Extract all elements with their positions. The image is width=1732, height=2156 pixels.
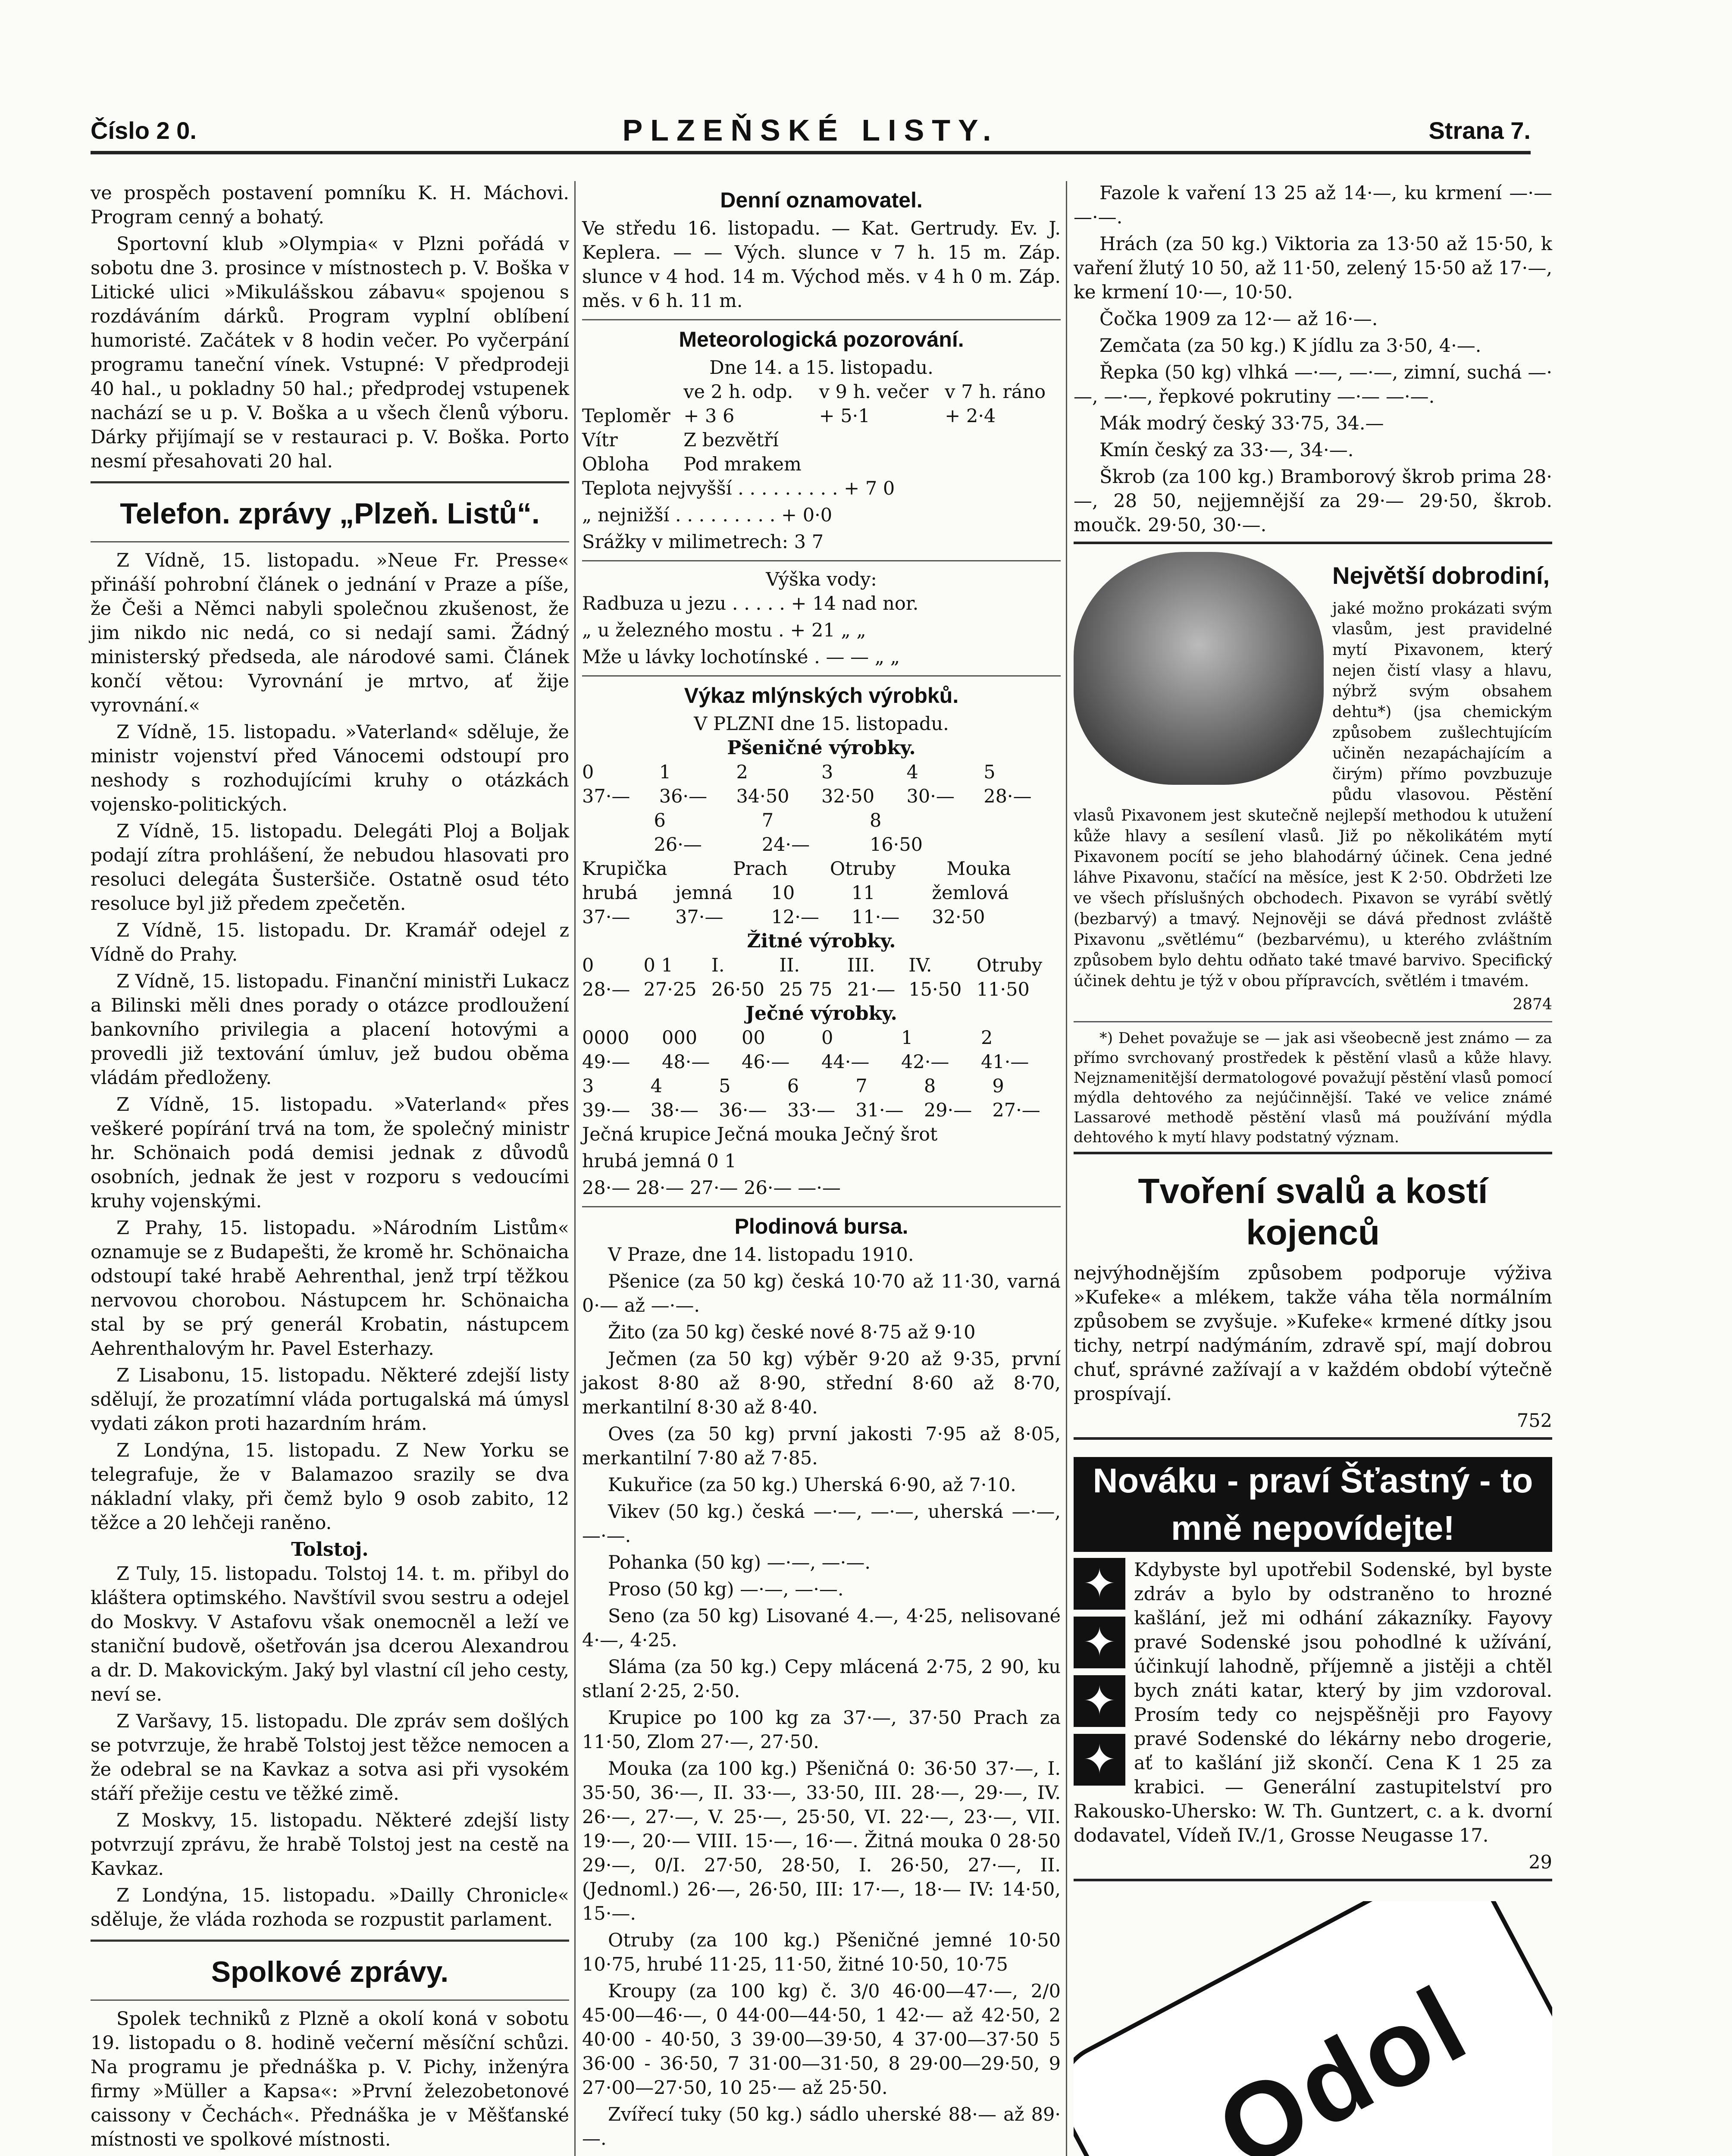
odol-bottle-illustration (1074, 1901, 1552, 2156)
wheat-price: 36·— (659, 786, 708, 807)
news-item: Z Vídně, 15. listopadu. »Neue Fr. Presse« přináší pohrobní článek o jednání v Praze a píše, že Češi a Němci nabyli společnou zkušenost, že jim nikdo nic nedá, co si nedají sami. Žádný ministerský předseda, ale národové sami. Článek končí větou: Vyrovnání je mrtvo, ať žije vyrovnání.« (91, 550, 569, 716)
divider (91, 1940, 569, 1942)
produce-item: Mouka (za 100 kg.) Pšeničná 0: 36·50 37·—, I. 35·50, 36·—, II. 33·—, 33·50, III. 28·—, 29·—, IV. 26·—, 27·—, V. 25·—, 25·50, VI. 22·—, 23·—, VII. 19·—, 20·— VIII. 15·—, 16·—. Žitná mouka 0 28·50 29·—, 0/I. 27·50, 28·50, I. 26·50, 27·—, II. (Jednoml.) 26·—, 26·50, III: 17·—, 18·— IV: 14·50, 15·—. (582, 1758, 1061, 1924)
rye-grade: 0 (582, 955, 594, 976)
daily-notices-text: Ve středu 16. listopadu. — Kat. Gertrudy. Ev. J. Keplera. — — Vých. slunce v 7 h. 15 m. Záp. slunce v 4 hod. 14 m. Východ měs. v 4 h 0 m. Záp. měs. v 6 h. 11 m. (582, 218, 1061, 312)
fay-ad (1074, 1437, 1552, 1874)
column-3 (1074, 181, 1552, 2156)
barley-price: 29·— (924, 1100, 972, 1121)
water-level-title: Výška vody: (766, 569, 877, 590)
barley-prices: 28·— 28·— 27·— 26·— —·— (582, 1177, 841, 1199)
barley-price: 38·— (650, 1100, 698, 1121)
meteo-cell (945, 428, 1061, 452)
precipitation: Srážky v milimetrech: 3 7 (582, 531, 824, 553)
rye-grade: I. (711, 955, 725, 976)
pixavon-text: jaké možno prokázati svým vlasům, jest pravidelné mytí Pixavonem, který nejen čistí vlasy a hlavu, nýbrž svým obsahem dehtu*) (jsa chemickým způsobem zušlechtujícím učiněn nezapáchajícím a čirým) přímo povzbuzuje půdu vlasovou. Pěstění vlasů Pixavonem jest skutečně nejlepší methodou k utužení kůže hlavy a sesílení vlasů. Již po několikátém mytí Pixavonem pocítí se jeho blahodárný účinek. Cena jedné láhve Pixavonu, stačící na měsíce, jest K 2·50. Obdržeti lze ve všech příslušných obchodech. Pixavon se vyrábí světlý (bezbarvý) a tmavý. Nejnověji se dává přednost zvláště Pixavonu „světlému“ (bezbarvému), u kterého zvláštním způsobem bylo dehtu odňato také tmavé barvivo. Specifický účinek dehtu je týž v obou přípravcích, světlém i tmavém. (1074, 600, 1552, 990)
rye-price: 11·50 (976, 979, 1030, 1000)
rye-grade: IV. (908, 955, 932, 976)
water-level-row: Radbuza u jezu . . . . . + 14 nad nor. (582, 593, 919, 614)
wheat-price: 28·— (983, 786, 1032, 807)
barley-price: 39·— (582, 1100, 630, 1121)
pixavon-ad (1074, 542, 1552, 1147)
news-item: Z Varšavy, 15. listopadu. Dle zpráv sem došlých se potvrzuje, že hrabě Tolstoj jest těžce nemocen a že odebral se na Kavkaz a sotva asi při vysokém stáří přežije cestu ve těžké zimě. (91, 1711, 569, 1805)
column-divider (574, 181, 576, 2156)
barley-price: 36·— (719, 1100, 767, 1121)
barley-grade: 9 (992, 1075, 1004, 1097)
meteo-cell: Pod mrakem (683, 454, 802, 475)
wheat-table-3 (582, 857, 1061, 881)
market-item: Hrách (za 50 kg.) Viktoria za 13·50 až 15·50, k vaření žlutý 10 50, až 11·50, zelený 15·50 až 17·—, ke krmení 10·—, 10·50. (1074, 233, 1552, 303)
meteo-cell (819, 452, 945, 476)
barley-price: 42·— (901, 1051, 949, 1073)
wheat-table (582, 760, 1061, 808)
wheat-label: 11 (851, 882, 875, 904)
issue-number: Číslo 2 0. (91, 117, 197, 144)
meteo-cell: Teploměr (582, 405, 670, 427)
kufeke-number: 752 (1516, 1410, 1552, 1432)
barley-grade: 1 (901, 1027, 913, 1049)
odol-ad (1074, 1879, 1552, 2156)
wheat-grade: 8 (869, 810, 882, 831)
produce-item: Otruby (za 100 kg.) Pšeničné jemné 10·50 10·75, hrubé 11·25, 11·50, žitné 10·50, 10·75 (582, 1930, 1061, 1975)
kufeke-text: nejvýhodnějším způsobem podporuje výživa »Kufeke« a mlékem, takže váha těla normálním způsobem se zvyšuje. »Kufeke« krmené dítky jsou tichy, netrpí nadýmáním, zdravě spí, mají dobrou chuť, správné zažívají a v každém období výtečně prospívají. (1074, 1263, 1552, 1405)
wheat-price: 34·50 (736, 786, 789, 807)
meteo-cell (819, 428, 945, 452)
barley-grade: 7 (855, 1075, 868, 1097)
wheat-grade: 5 (983, 761, 996, 783)
produce-item: Pohanka (50 kg) —·—, —·—. (608, 1552, 871, 1573)
barley-grade: 0000 (582, 1027, 630, 1049)
wheat-price: 32·50 (932, 906, 985, 928)
wheat-table-2 (654, 808, 989, 857)
rye-price: 21·— (847, 979, 896, 1000)
wheat-label: Otruby (830, 858, 896, 880)
meteo-date: Dne 14. a 15. listopadu. (709, 357, 933, 379)
divider (582, 1206, 1061, 1207)
produce-item: Oves (za 50 kg) první jakosti 7·95 až 8·05, merkantilní 7·80 až 7·85. (582, 1423, 1061, 1469)
meteo-header-cell: v 9 h. večer (819, 381, 929, 403)
barley-price: 44·— (821, 1051, 870, 1073)
barley-grade: 2 (981, 1027, 993, 1049)
divider (1074, 1021, 1552, 1022)
mill-report-date: V PLZNI dne 15. listopadu. (694, 713, 949, 735)
produce-item: Kroupy (za 100 kg) č. 3/0 46·00—47·—, 2/0 45·00—46·—, 0 44·00—44·50, 1 42·— až 42·50, 2 40·00 - 40·50, 3 39·00—39·50, 4 37·00—37·50 5 36·00 - 36·50, 7 31·00—31·50, 8 29·00—29·50, 9 27·00—27·50, 10 25·— až 25·50. (582, 1981, 1061, 2099)
news-item: Z Vídně, 15. listopadu. Finanční ministři Lukacz a Bilinski měli dnes porady o otázce prodloužení bankovního privilegia a placení hotovými a provedli již textování úmluv, jež budou oběma vládám předloženy. (91, 971, 569, 1089)
barley-price: 41·— (981, 1051, 1029, 1073)
newspaper-title: PLZEŇSKÉ LISTY. (622, 113, 999, 147)
pixavon-number: 2874 (1513, 996, 1552, 1013)
barley-products-title: Ječné výrobky. (745, 1003, 897, 1025)
club-news-title: Spolkové zprávy. (211, 1955, 449, 1988)
rye-price: 26·50 (711, 979, 765, 1000)
ornament-icon: ✦ (1074, 1675, 1125, 1727)
tolstoj-subtitle: Tolstoj. (291, 1539, 369, 1561)
ornament-icon: ✦ (1074, 1617, 1125, 1668)
wheat-label: 10 (771, 882, 795, 904)
rye-grade: III. (847, 955, 875, 976)
news-item: Z Vídně, 15. listopadu. »Vaterland« přes veškeré popírání trvá na tom, že společný ministr hr. Schönaich podá demisi jednak z důvodů osobních, jednak že jest v rozporu s vedoucími kruhy vojenskými. (91, 1094, 569, 1212)
divider (91, 541, 569, 542)
barley-grade: 0 (821, 1027, 833, 1049)
wheat-label: Mouka (946, 858, 1011, 880)
divider (582, 560, 1061, 561)
produce-item: Seno (za 50 kg) Lisované 4.—, 4·25, nelisované 4·—, 4·25. (582, 1605, 1061, 1651)
market-item: Zemčata (za 50 kg.) K jídlu za 3·50, 4·—. (1099, 335, 1481, 357)
wheat-price: 16·50 (869, 834, 923, 856)
rye-grade: 0 1 (643, 955, 673, 976)
rye-price: 27·25 (643, 979, 697, 1000)
barley-grade: 8 (924, 1075, 936, 1097)
produce-item: Zvířecí tuky (50 kg.) sádlo uherské 88·— až 89·—. (582, 2104, 1061, 2150)
meteo-cell: Vítr (582, 429, 618, 451)
produce-item: Vikev (50 kg.) česká —·—, —·—, uherská —·—, —·—. (582, 1501, 1061, 1547)
market-item: Řepka (50 kg) vlhká —·—, —·—, zimní, suchá —·—, —·—, řepkové pokrutiny —·— —·—. (1074, 362, 1552, 407)
wheat-grade: 0 (582, 761, 594, 783)
article-sport-club: Sportovní klub »Olympia« v Plzni pořádá v sobotu dne 3. prosince v místnostech p. V. Boška v Litické ulici »Mikulášskou zábavu« spojenou s rozdáváním dárků. Program vyplní oblíbení humoristé. Začátek v 8 hodin večer. Po vyčerpání programu taneční vínek. Vstupné: V předprodeji 40 hal., u pokladny 50 hal.; předprodej vstupenek nachází se u p. V. Boška a u všech členů výboru. Dárky přijímají se v restauraci p. V. Boška. Porto nesmí přesahovati 20 hal. (91, 233, 569, 472)
barley-price: 31·— (855, 1100, 904, 1121)
wheat-products-title: Pšeničné výrobky. (727, 737, 916, 759)
barley-price: 48·— (662, 1051, 710, 1073)
wheat-grade: 1 (659, 761, 671, 783)
rye-products-title: Žitné výrobky. (747, 930, 896, 952)
telephone-news-title: Telefon. zprávy „Plzeň. Listů“. (120, 497, 540, 530)
daily-notices-title: Denní oznamovatel. (720, 188, 923, 212)
barley-grade: 5 (719, 1075, 731, 1097)
meteo-cell: + 3 6 (683, 405, 735, 427)
meteo-cell (945, 452, 1061, 476)
market-item: Kmín český za 33·—, 34·—. (1099, 439, 1354, 461)
wheat-price: 32·50 (821, 786, 875, 807)
barley-price: 49·— (582, 1051, 630, 1073)
club-news-item: Spolek techniků z Plzně a okolí koná v sobotu 19. listopadu o 8. hodině večerní měsíční schůzi. Na programu je přednáška p. V. Pichy, inženýra firmy »Müller a Kapsa«: »První železobetonové caissony v Čechách«. Přednáška je v Měšťanské místnosti ve spolkové místnosti. (91, 2008, 569, 2150)
wheat-grade: 2 (736, 761, 748, 783)
news-item: Z Vídně, 15. listopadu. Dr. Kramář odejel z Vídně do Prahy. (91, 920, 569, 965)
column-1 (91, 181, 569, 2154)
barley-grade: 000 (662, 1027, 698, 1049)
wheat-price: 37·— (582, 906, 630, 928)
kufeke-title: Tvoření svalů a kostí kojenců (1138, 1172, 1488, 1252)
news-item: Z Prahy, 15. listopadu. »Národním Listům« oznamuje se z Budapešti, že kromě hr. Schönaicha odstoupí také hrabě Aehrenthal, jenž trpí těžkou nervovou chorobou. Nástupcem hr. Schönaicha stal by se prý generál Krobatin, nástupcem Aehrenthalovým hr. Pavel Esterhazy. (91, 1217, 569, 1360)
produce-item: Žito (za 50 kg) české nové 8·75 až 9·10 (608, 1322, 976, 1343)
barley-price: 27·— (992, 1100, 1040, 1121)
meteo-header-cell (582, 380, 683, 404)
ornament-icon: ✦ (1074, 1734, 1125, 1786)
barley-price: 33·— (787, 1100, 836, 1121)
barley-table (582, 1026, 1061, 1074)
temp-min: „ nejnižší . . . . . . . . . + 0·0 (582, 505, 833, 526)
rye-price: 25 75 (779, 979, 833, 1000)
rye-price: 28·— (582, 979, 630, 1000)
wheat-label: hrubá (582, 882, 638, 904)
wheat-price: 26·— (654, 834, 702, 856)
wheat-price: 37·— (675, 906, 723, 928)
wheat-label: Krupička (582, 858, 667, 880)
article-text: ve prospěch postavení pomníku K. H. Máchovi. Program cenný a bohatý. (91, 182, 569, 228)
fay-number: 29 (1528, 1852, 1552, 1873)
market-item: Čočka 1909 za 12·— až 16·—. (1099, 308, 1378, 330)
wheat-price: 12·— (771, 906, 819, 928)
ornament-icon: ✦ (1074, 1558, 1125, 1610)
news-item: Z Moskvy, 15. listopadu. Některé zdejší listy potvrzují zprávu, že hrabě Tolstoj jest na cestě na Kavkaz. (91, 1810, 569, 1880)
rye-grade: II. (779, 955, 800, 976)
market-item: Fazole k vaření 13 25 až 14·—, ku krmení —·— —·—. (1074, 182, 1552, 228)
produce-item: Sláma (za 50 kg.) Cepy mlácená 2·75, 2 90, ku stlaní 2·25, 2·50. (582, 1656, 1061, 1702)
news-item: Z Vídně, 15. listopadu. »Vaterland« sděluje, že ministr vojenství před Vánocemi odstoupí pro neshody s rozhodujícími kruhy o otázkách vojensko-politických. (91, 721, 569, 815)
news-item: Z Tuly, 15. listopadu. Tolstoj 14. t. m. přibyl do kláštera optimského. Navštívil svou sestru a odejel do Moskvy. V Astafovu však onemocněl a leží ve staniční budově, ošetřován jsa dcerou Alexandrou a dr. D. Makovickým. Jaký byl vlastní cíl jeho cesty, neví se. (91, 1563, 569, 1705)
produce-exchange-title: Plodinová bursa. (734, 1214, 908, 1238)
divider (91, 481, 569, 483)
wheat-price: 24·— (761, 834, 810, 856)
barley-labels: hrubá jemná 0 1 (582, 1150, 736, 1172)
barley-table-2 (582, 1074, 1061, 1122)
temp-max: Teplota nejvyšší . . . . . . . . . + 7 0 (582, 478, 895, 499)
produce-item: Proso (50 kg) —·—, —·—. (608, 1579, 844, 1600)
pixavon-footnote: *) Dehet považuje se — jak asi všeobecně jest známo — za přímo svrchovaný prostředek k pěstění vlasů a kůže hlavy. Nejznamenitější dermatologové považují pěstění vlasů pomocí mýdla dehtového za nejúčinnější. Také ve velice známé Lassarové methodě pěstění vlasů má používání mýdla dehtového k mytí hlavy podstatný význam. (1074, 1030, 1552, 1146)
market-item: Mák modrý český 33·75, 34.— (1099, 413, 1384, 434)
column-2 (582, 181, 1061, 2153)
wheat-label: Prach (733, 858, 788, 880)
barley-grade: 3 (582, 1075, 594, 1097)
produce-exchange-date: V Praze, dne 14. listopadu 1910. (608, 1244, 914, 1266)
meteo-header-cell: ve 2 h. odp. (683, 381, 793, 403)
news-item: Z Londýna, 15. listopadu. »Dailly Chronicle« sděluje, že vláda rozhoda se rozpustit parlament. (91, 1885, 569, 1930)
wheat-grade: 6 (654, 810, 666, 831)
fay-text: Kdybyste byl upotřebil Sodenské, byl byste zdráv a bylo by odstraněno to hrozné kašlání, jež mi odhání zákazníky. Fayovy pravé Sodenské jsou pohodlné k užívání, účinkují lahodně, příjemně a jistěji a chtěl bych znáti katar, který by jim vzdoroval. Prosím tedy co nejspěšněji pro Fayovy pravé Sodenské do lékárny nebo drogerie, ať to kašlání již skončí. Cena K 1 25 za krabici. — Generální zastupitelství pro Rakousko-Uhersko: W. Th. Guntzert, c. a k. dvorní dodavatel, Vídeň IV./1, Grosse Neugasse 17. (1074, 1559, 1552, 1846)
meteo-table (582, 380, 1061, 476)
divider (582, 319, 1061, 320)
produce-item: Ječmen (za 50 kg) výběr 9·20 až 9·35, první jakost 8·80 až 8·90, střední 8·60 až 8·70, merkantilní 8·30 až 8·40. (582, 1348, 1061, 1418)
column-divider (1066, 181, 1067, 2156)
barley-grade: 00 (742, 1027, 765, 1049)
produce-item: Kukuřice (za 50 kg.) Uherská 6·90, až 7·10. (608, 1474, 1016, 1496)
barley-grade: 6 (787, 1075, 799, 1097)
wheat-label: jemná (675, 882, 733, 904)
meteo-cell: Z bezvětří (683, 429, 779, 451)
water-level-row: Mže u lávky lochotínské . — — „ „ (582, 646, 900, 668)
produce-item: Krupice po 100 kg za 37·—, 37·50 Prach za 11·50, Zlom 27·—, 27·50. (582, 1707, 1061, 1753)
barley-price: 46·— (742, 1051, 790, 1073)
page-header (91, 113, 1531, 154)
water-level-row: „ u železného mostu . + 21 „ „ (582, 620, 866, 641)
divider (582, 675, 1061, 677)
wheat-table-4 (582, 881, 1061, 929)
rye-grade: Otruby (976, 955, 1043, 976)
wheat-price: 37·— (582, 786, 630, 807)
meteo-header-cell: v 7 h. ráno (945, 381, 1046, 403)
page-number: Strana 7. (1428, 117, 1531, 144)
market-item: Škrob (za 100 kg.) Bramborový škrob prima 28·—, 28 50, nejjemnější za 29·— 29·50, škrob. moučk. 29·50, 30·—. (1074, 466, 1552, 536)
fay-title: Nováku - praví Šťastný - to mně nepovídejte! (1074, 1457, 1552, 1552)
produce-item: Pšenice (za 50 kg) česká 10·70 až 11·30, varná 0·— až —·—. (582, 1271, 1061, 1316)
meteo-cell: + 2·4 (945, 405, 996, 427)
wheat-grade: 3 (821, 761, 833, 783)
wheat-grade: 4 (906, 761, 918, 783)
barley-labels: Ječná krupice Ječná mouka Ječný šrot (582, 1124, 938, 1145)
wheat-grade: 7 (761, 810, 774, 831)
rye-table (582, 953, 1061, 1002)
wheat-price: 30·— (906, 786, 955, 807)
mill-report-title: Výkaz mlýnských výrobků. (684, 683, 959, 708)
divider (91, 1999, 569, 2001)
wheat-price: 11·— (851, 906, 900, 928)
meteo-cell: + 5·1 (819, 405, 870, 427)
kufeke-ad (1074, 1152, 1552, 1433)
news-item: Z Vídně, 15. listopadu. Delegáti Ploj a Boljak podají zítra prohlášení, že nebudou hlasovati pro resoluci delegáta Šusteršiče. Ostatně osud této resoluce byl již předem zpečetěn. (91, 821, 569, 915)
news-item: Z Lisabonu, 15. listopadu. Některé zdejší listy sdělují, že prozatímní vláda portugalská má úmysl vydati zákon proti hazardním hrám. (91, 1365, 569, 1435)
woman-portrait-illustration (1074, 552, 1324, 785)
news-item: Z Londýna, 15. listopadu. Z New Yorku se telegrafuje, že v Balamazoo srazily se dva nákladní vlaky, při čemž bylo 9 osob zabito, 12 těžce a 20 lehčeji raněno. (91, 1440, 569, 1534)
meteo-title: Meteorologická pozorování. (679, 327, 964, 351)
meteo-cell: Obloha (582, 454, 649, 475)
wheat-label: žemlová (932, 882, 1009, 904)
pixavon-title: Největší dobrodiní, (1332, 562, 1550, 589)
barley-grade: 4 (650, 1075, 662, 1097)
rye-price: 15·50 (908, 979, 962, 1000)
